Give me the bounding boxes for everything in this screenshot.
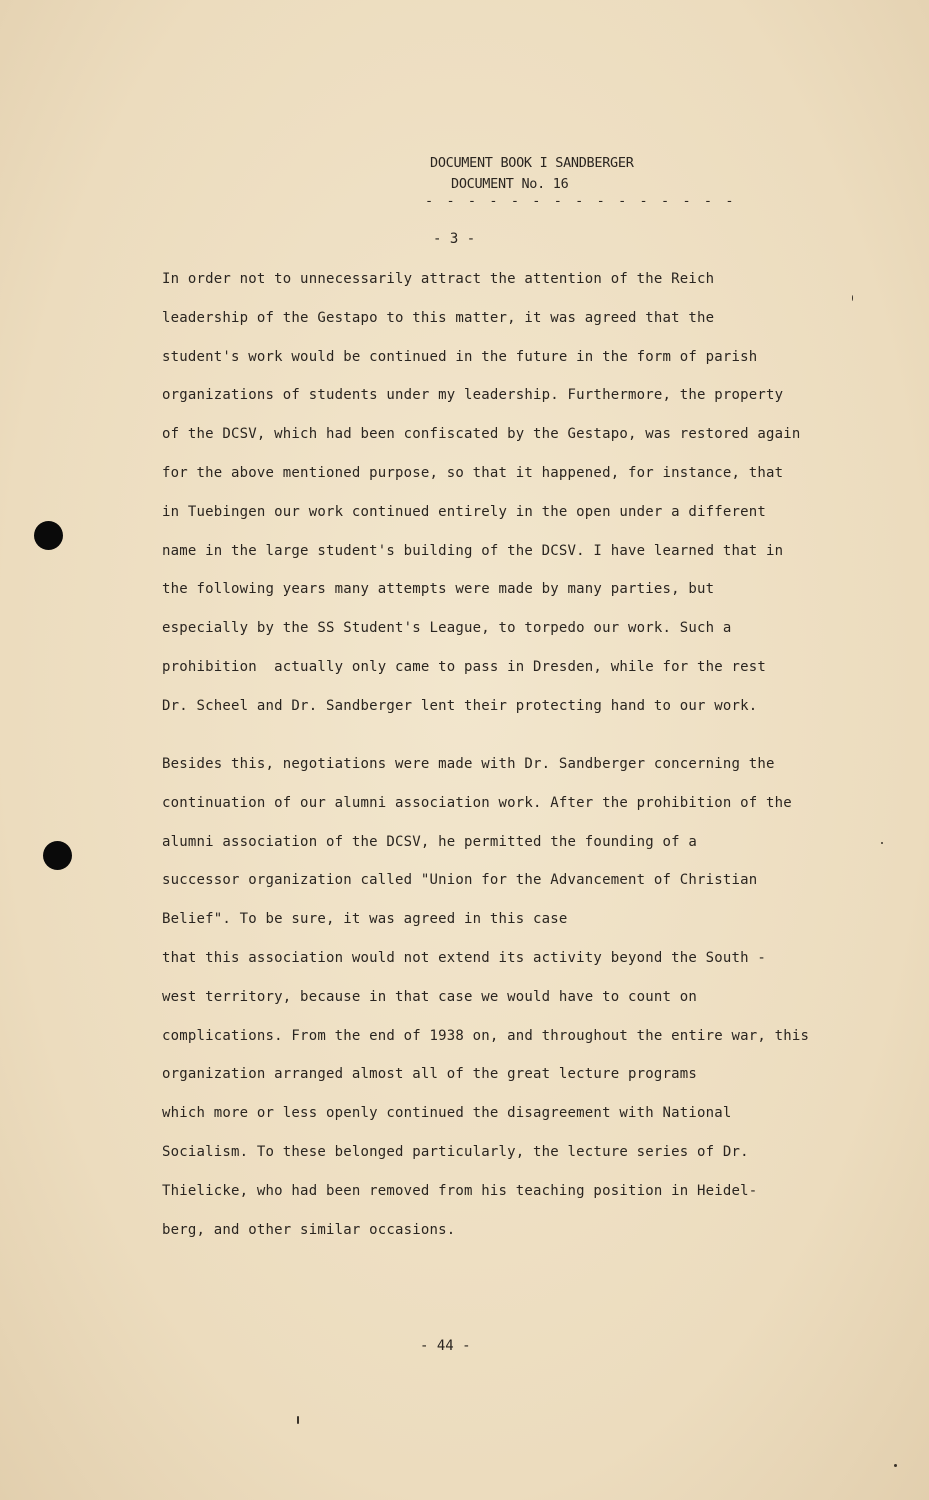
document-header: [430, 153, 634, 195]
text-line: for the above mentioned purpose, so that it happened, for instance, that: [162, 464, 784, 481]
text-line: west territory, because in that case we would have to count on: [162, 988, 697, 1005]
document-number: DOCUMENT No. 16: [451, 176, 569, 192]
paper-speck: [881, 842, 883, 844]
text-line: the following years many attempts were made by many parties, but: [162, 581, 715, 598]
body-paragraph-1: [162, 269, 801, 735]
body-paragraph-2: [162, 754, 809, 1258]
paper-speck: [852, 295, 853, 301]
document-book-title: DOCUMENT BOOK I SANDBERGER: [430, 155, 634, 171]
text-line: prohibition actually only came to pass in Dresden, while for the rest: [162, 658, 767, 675]
text-line: alumni association of the DCSV, he permitted the founding of a: [162, 833, 697, 850]
text-line: Socialism. To these belonged particularly, the lecture series of Dr.: [162, 1143, 749, 1160]
text-line: Thielicke, who had been removed from his teaching position in Heidel-: [162, 1182, 758, 1199]
text-line: which more or less openly continued the disagreement with National: [162, 1105, 732, 1122]
paper-speck: [297, 1416, 299, 1424]
text-line: Besides this, negotiations were made with Dr. Sandberger concerning the: [162, 756, 775, 772]
paper-speck: [894, 1464, 897, 1467]
punch-hole: [43, 841, 72, 870]
text-line: leadership of the Gestapo to this matter, it was agreed that the: [162, 309, 715, 326]
page-number: - 44 -: [420, 1338, 471, 1354]
text-line: in Tuebingen our work continued entirely in the open under a different: [162, 503, 767, 520]
page-marker: - 3 -: [433, 231, 476, 247]
text-line: Belief". To be sure, it was agreed in this case: [162, 911, 568, 928]
text-line: especially by the SS Student's League, to torpedo our work. Such a: [162, 620, 732, 637]
text-line: continuation of our alumni association work. After the prohibition of the: [162, 794, 792, 811]
text-line: Dr. Scheel and Dr. Sandberger lent their protecting hand to our work.: [162, 697, 758, 714]
text-line: that this association would not extend its activity beyond the South -: [162, 949, 767, 966]
text-line: complications. From the end of 1938 on, and throughout the entire war, this: [162, 1027, 810, 1044]
text-line: successor organization called "Union for the Advancement of Christian: [162, 872, 758, 889]
text-line: organization arranged almost all of the great lecture programs: [162, 1066, 697, 1083]
text-line: name in the large student's building of the DCSV. I have learned that in: [162, 542, 784, 559]
text-line: organizations of students under my leadership. Furthermore, the property: [162, 387, 784, 404]
text-line: of the DCSV, which had been confiscated by the Gestapo, was restored again: [162, 426, 801, 443]
header-separator: - - - - - - - - - - - - - - -: [425, 193, 737, 209]
text-line: berg, and other similar occasions.: [162, 1221, 456, 1238]
text-line: student's work would be continued in the future in the form of parish: [162, 348, 758, 365]
text-line: In order not to unnecessarily attract the attention of the Reich: [162, 271, 715, 287]
punch-hole: [34, 521, 63, 550]
